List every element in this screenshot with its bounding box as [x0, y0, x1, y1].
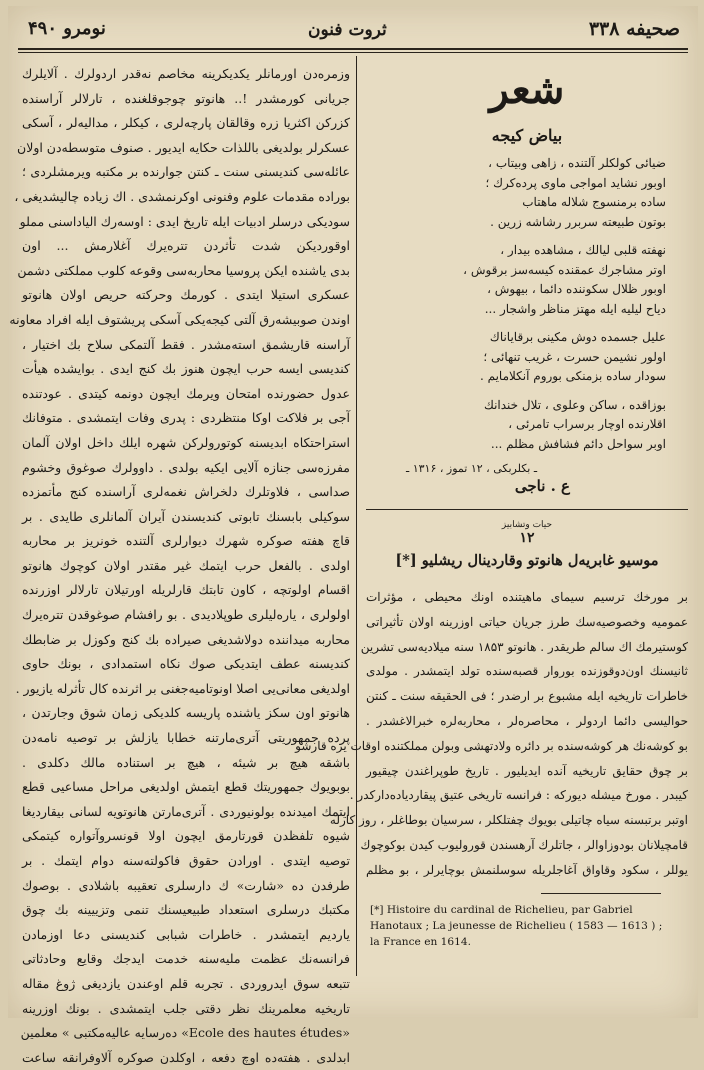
poem-stanza [366, 154, 688, 232]
text-line: بدی یاشنده ایکن پروسیا محاربه‌سی وقوعه کلوب مملکتی دشمن [17, 262, 350, 278]
poem-line: نهفته قلبی لیالك ، مشاهده بیدار ، [500, 243, 666, 257]
text-line: قاچ هفته صوکره شهرك دیوارلری آلتنده خونریز بر محاربه [22, 533, 350, 549]
article-line: یوللر ، سکود وقاواق آغاجلریله سوسلنمش بوچایرلر ، بو مظلم [366, 862, 688, 877]
poem-stanza [366, 241, 688, 319]
text-line: یاردیم ایتمشدر . خاطرات شبابی کندیسنی دعا اوزمادن [22, 926, 350, 942]
text-line: اقسام اولوتچه ، کاون تابتك قارلریله اورتیلان تارلالر اوزرنده [22, 582, 350, 598]
article-number: ۱۲ [519, 530, 535, 546]
page-number: صحیفه ۳۳۸ [588, 18, 680, 40]
section-rule [366, 509, 688, 510]
text-line: آجی بر فلاکت اوکا منتظردی : پدری وفات ایتمشدی . متوفانك [22, 410, 350, 426]
footnote [366, 902, 688, 950]
magazine-page [8, 6, 698, 1065]
text-line: وزمره‌دن اورمانلر یکدیکرینه مخاصم نه‌قدر اردولرك . آلایلرك [22, 66, 350, 81]
text-line: طرفدن ده «شارت» ك دارسلری تعقیبه باشلادی . بوصوك [22, 877, 350, 893]
text-line: پرده جمهوریتی آتری‌مارتنه خطابا یازلش بر توصیه نامه‌دن [22, 730, 350, 746]
article-title: موسیو غابریه‌ل هانوتو وقاردینال ریشلیو [*] [395, 552, 659, 569]
text-line: عدول حضورنده امتحان ویرمك ایچون دونمه کیتدی . عودتنده [22, 385, 350, 401]
text-line: بوبویوك جمهوریتك قطع ایتمش اولدیغی مراحل مساعیی قطع [22, 779, 350, 795]
article-line: خاطرات تاریخیه ایله مشبوع بر ارضدر ؛ فی الحقیقه سنت ـ کنتن [366, 689, 688, 704]
footnote-rule [541, 893, 661, 894]
right-column [295, 62, 688, 950]
article-body [295, 585, 688, 883]
text-line: عسکری استیلا ایتدی . کورمك وحرکته حریص اولان هانوتو [22, 287, 350, 303]
column-divider [356, 56, 357, 976]
text-line: کندیسی ایسه حرب ایچون هنوز بك کنج ایدی . بوایشده هیأت [22, 361, 350, 377]
poem-line: اوتر مشاجرك عمقنده کیسه‌سز برقوش ، [463, 262, 666, 277]
article-line: کوستیرمك اك سالم طریقدر . هانوتو ۱۸۵۳ سنه میلادیه‌سی تشرین [360, 639, 688, 654]
text-line: استراحتکاه ابدیسنه کوتورولرکن شهره ایلك داخل اولان آلمان [22, 434, 350, 450]
text-line: مفرزه‌سی جنازه آلایی ایکیه بولدی . داوولرك صوغوق وخشوم [22, 459, 350, 475]
text-line: صداسی ، فلاوتلرك دلخراش نغمه‌لری آراسنده کنج مأتمزده [22, 484, 350, 500]
poem-line: اوبور ظلال سکوننده دائما ، بیهوش ، [487, 282, 666, 296]
left-column-text [9, 62, 350, 1070]
text-line: آراسنه قاریشمق استه‌مشدر . فقط آلتمکی سلاح بك اختیار ، [22, 336, 350, 352]
poem-line: بوزاقده ، ساکن وعلوی ، تلال خندانك [483, 397, 666, 412]
poem-line: اقلارنده اوچار برسراب تامرئی ، [508, 417, 666, 431]
text-line: عسکرلر بولدیغی باللذات حکایه ایدیور . صنوف متوسطه‌دن اولان [17, 139, 350, 155]
text-line: هانوتو اون سکز یاشنده پاریسه کلدیکی زمان شوق وجارتدن ، [22, 705, 350, 721]
article-line: بر چوق حقایق تاریخیه آنده ایدیلیور . تاریخ طوپراغندن چیقیور [366, 763, 688, 778]
footnote-line: la France en 1614. [370, 935, 471, 948]
article-line: ثانیسنك اون‌دوقوزنده بوروار قصبه‌سنده تولد ایتمشدر . مولدی [366, 664, 688, 679]
article-line: بو کوشه‌نك هر کوشه‌سنده بر دائره ولادتهشی وبولن مملکتنده اوقات یره قارشو [295, 738, 688, 753]
text-line: کزرکن اکثریا زره وقالقان پارچه‌لری ، کیکلر ، مدالیه‌لر ، آسکی [22, 115, 350, 131]
article-line: قامچیلانان بودوزاوالر ، جاتلرك آرهسندن قورولیوب کیدن بوکوچوك [360, 837, 688, 852]
header-rule-thin [18, 52, 688, 53]
article-line: بر مورخك ترسیم سیمای ماهیتنده اونك محیطی ، مؤثرات [366, 590, 688, 604]
poem-line: اولور نشیمن حسرت ، غریب تنهائی ؛ [483, 349, 666, 364]
text-line: مکتبك درسلری استعداد طبیعیسنك تنمی وتزییینه بك چوق [22, 902, 350, 918]
text-line: عائله‌سی کندیسنی سنت ـ کنتن جوارنده بر مکتبه ویرمشلردی ؛ [22, 164, 350, 180]
text-line: سودیکی درسلر ادبیات ایله تاریخ ایدی : اوسه‌رك الیاداسنی مملو [19, 213, 350, 229]
text-line: بوراده مقدمات علوم وفنونی اوکرنمشدی . اك زیاده چالیشدیغی ، [14, 188, 350, 204]
poem-line: اوبور نشاید امواجی ماوی پرده‌کرك ؛ [485, 175, 666, 190]
article-line: اوتبر برتبسنه سیاه چاتیلی بویوك چفتلکلر ، سرسیان بوطاغلر ، روز کارله [329, 813, 688, 828]
text-line: شیوه تلفظدن قورتارمق ایچون اولا قونسروآتواره کیتمکی [22, 828, 350, 844]
article-line: عمومیه وخصوصیه‌سك طرز جریان حیاتی اوزرینه اولان تأثیراتی [366, 614, 688, 629]
text-line: تاریخیه معلمرینك نظر دقتی جلب ایتمشدی . بونك اوزرینه [22, 1000, 350, 1016]
article-section-label: حیات وتشابیز [501, 520, 553, 530]
text-line: اولدیغی معانی‌یی اصلا اونوتامیه‌جغنی بر اثرنده کال تأثرله یازیور . [15, 680, 350, 696]
poem-stanza [366, 396, 688, 455]
poem-date: ـ بکلربکی ، ۱۲ تموز ، ۱۳۱۶ ـ [406, 462, 538, 475]
text-line: اولدی . بالفعل حرب ایتمك غیر مقتدر اولان کوچوك هانوتو [22, 557, 350, 573]
poem-line: علیل جسمده دوش مکینی برقایاناك [489, 330, 666, 344]
text-line: کندیسنه عطف ایتدیکی صوك نکاه استمدادی ، بونك حاوی [22, 656, 350, 672]
text-line: اوقوردیکن شدت تأثردن تتره‌یرك آغلارمش ... اون [22, 238, 350, 254]
text-line: فرانسه‌نك عظمت ملیه‌سنه خدمت ایدجك وقایع وحادثاتی [22, 951, 350, 967]
text-line: «Ecole des hautes études» ده‌رسایه عالیه‌مکتبی » معلمین [20, 1025, 350, 1041]
footnote-line: [*] Histoire du cardinal de Richelieu, par Gabriel [370, 903, 633, 916]
poem-stanza [366, 328, 688, 387]
article-line: حوالیسی دائما اردولر ، محاصره‌لر ، محاربه‌لره خبرالا‌غشدر . [366, 713, 688, 728]
text-line: ابدلدی . هفته‌ده اوچ دفعه ، اوکلدن صوکره آلاوفرانقه ساعت [22, 1049, 350, 1065]
article-line: کیبدر . مورخ میشله دیورکه : فرانسه تاریخی عتیق پیقاردیاده‌دارکدر . [349, 788, 688, 803]
poem-title: بیاض کیجه [491, 126, 563, 145]
poem-line: ساده برمنسوج شلاله ماهتاب [522, 195, 666, 209]
issue-number: نومرو ۴۹۰ [28, 18, 106, 39]
text-line: تتبعه سوق ایدروردی . تجربه قلم اوعندن یازدیغی ژوغ مقاله‌ [22, 975, 350, 991]
poem-section-heading: شعر [489, 66, 565, 113]
poem-line: ضیائی کولکلر آلتنده ، زاهی وبیتاب ، [488, 156, 666, 170]
header-rule [18, 48, 688, 50]
text-line: جریانی کورمشدر !.. هانوتو چوجوقلغنده ، تارلالر آراسنده [22, 90, 350, 106]
text-line: باشقه هیچ بر شیئه ، هیچ بر استناده مالك دکلدی . [22, 754, 350, 770]
poem-line: دیاح لیلیه ایله مهتز مناظر واشجار ... [484, 301, 666, 316]
poem-line: اوبر سواحل دائم فشافش مظلم ... [490, 436, 666, 451]
poem-line: بوتون طبیعته سربرر رشاشه زرین . [490, 214, 666, 229]
magazine-title: ثروت فنون [308, 20, 387, 40]
poem-stanzas [366, 154, 688, 454]
footnote-line: Hanotaux ; La jeunesse de Richelieu ( 1583 — 1613 ) ; [370, 919, 663, 932]
text-line: توصیه ایتدی . اورادن حقوق فاکولته‌سنه دوام ایتمك . بر [22, 853, 350, 868]
poem-line: سودار ساده بزمنکی بوروم آنکلامایم . [479, 369, 666, 383]
text-line: محاربه میداننده دولاشدیغی صیراده بك کنج وکوزل بر ضابطك [22, 631, 350, 647]
text-line: اولولری ، یاره‌لیلری طوپلادیدی . بو رافشام صوغوقدن تتره‌یرك [22, 607, 350, 623]
poem-author: ع . ناجی [514, 477, 570, 495]
text-line: اوندن صوبیشه‌رق آلتی کیجه‌یکی آسکی پریشتوف ایله افراد معاونه [9, 311, 350, 327]
text-line: ایتمك امیدنده بولونیوردی . آتری‌مارتن هانوتو‌یه لسانی بیقاردیغا [22, 803, 350, 819]
text-line: سوکیلی بابسنك تابوتی کندیسندن آیران آلمانلری طایدی . بر [22, 508, 350, 524]
